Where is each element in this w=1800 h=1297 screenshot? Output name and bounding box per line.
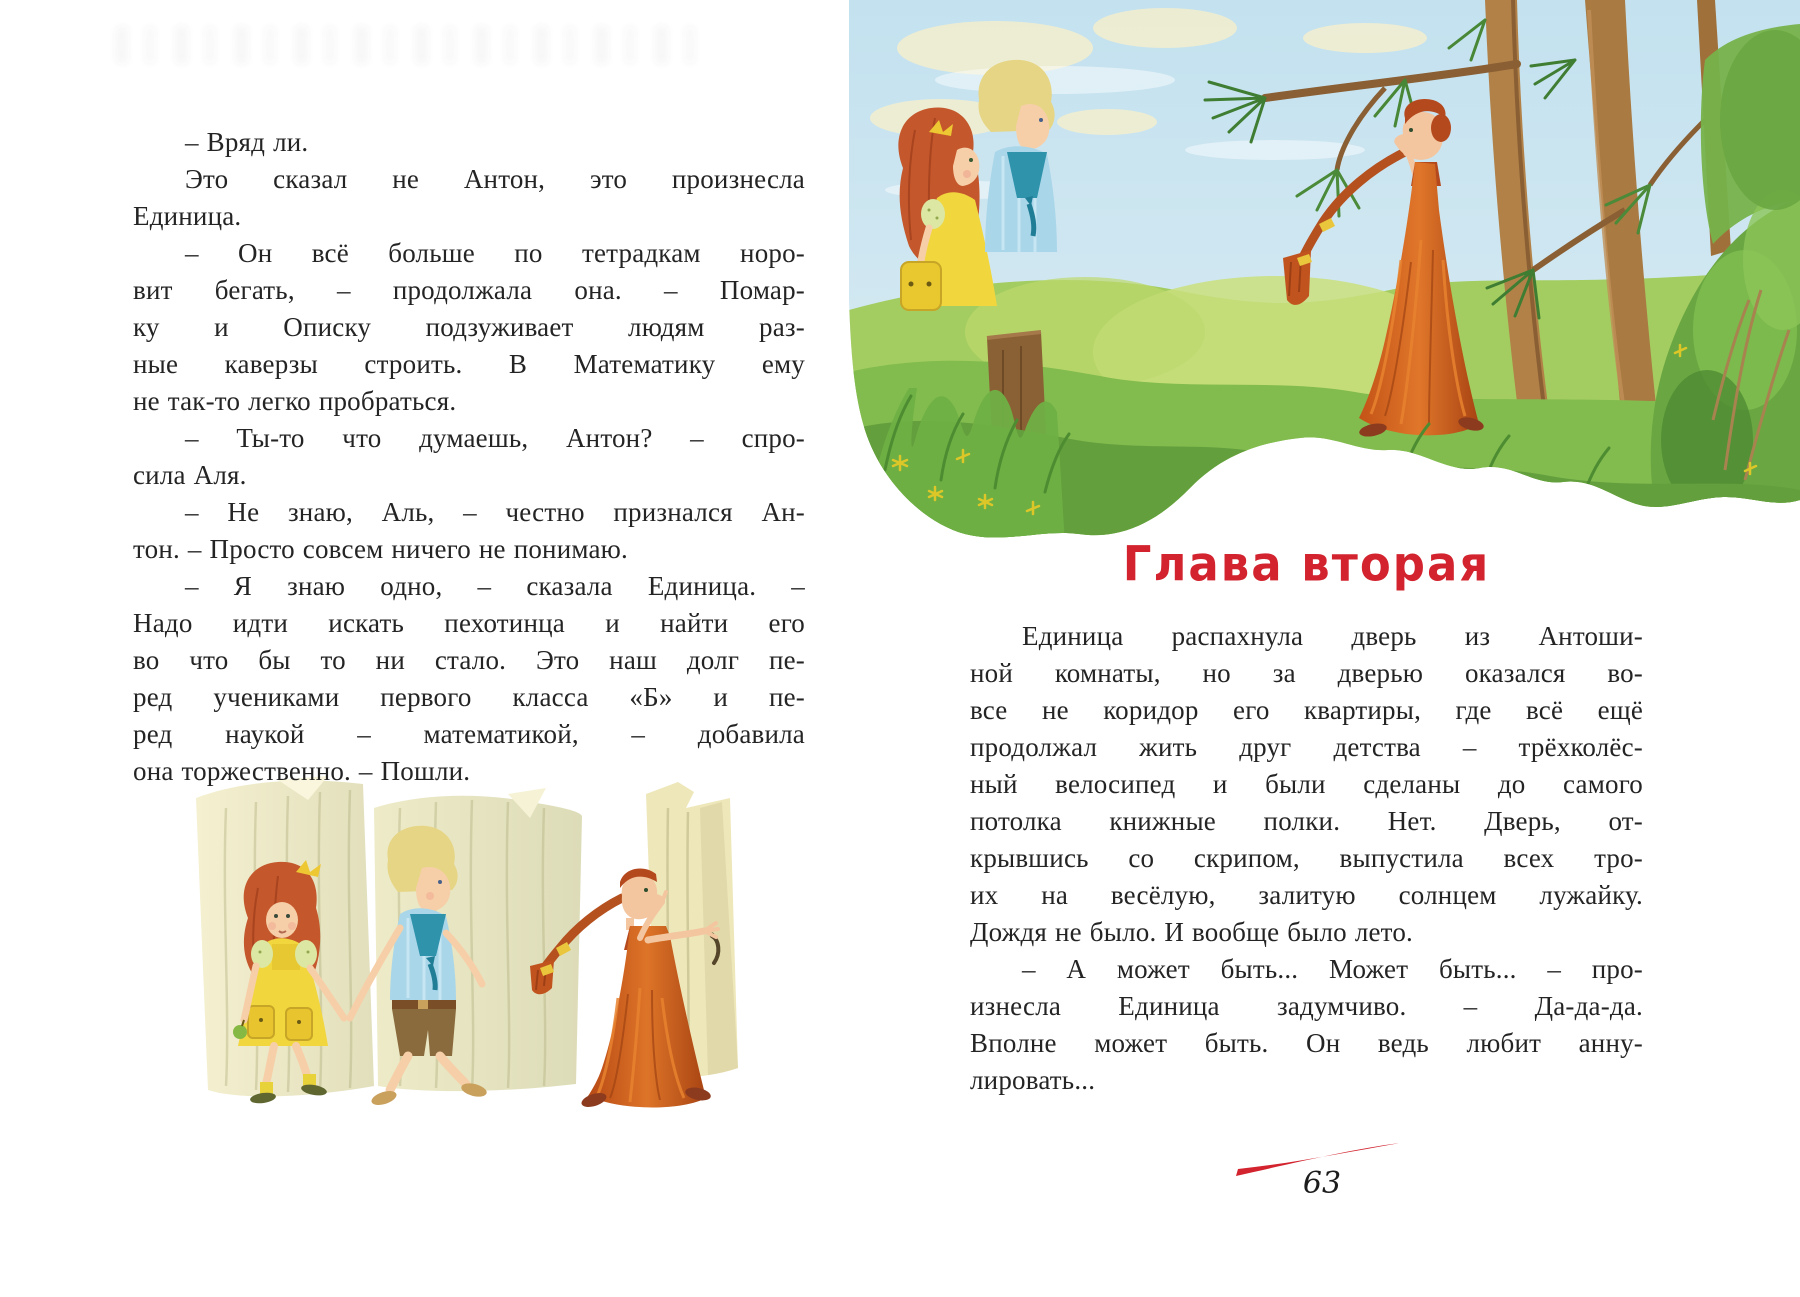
text-line: – А может быть... Может быть... – про- bbox=[1022, 954, 1643, 984]
text-line: тон. – Просто совсем ничего не понимаю. bbox=[133, 534, 628, 564]
text-line: – Я знаю одно, – сказала Единица. – bbox=[185, 571, 805, 601]
text-line: крывшись со скрипом, выпустила всех тро- bbox=[970, 843, 1643, 873]
text-line: вит бегать, – продолжала она. – Помар- bbox=[133, 275, 805, 305]
right-page-text-column bbox=[970, 618, 1643, 1099]
left-page-text-column bbox=[133, 124, 805, 790]
text-line: не так-то легко пробраться. bbox=[133, 386, 457, 416]
text-line: их на весёлую, залитую солнцем лужайку. bbox=[970, 880, 1643, 910]
text-line: все не коридор его квартиры, где всё ещё bbox=[970, 695, 1643, 725]
text-line: продолжал жить друг детства – трёхколёс- bbox=[970, 732, 1643, 762]
chapter-heading: Глава вторая bbox=[1122, 536, 1491, 593]
text-line: во что бы то ни стало. Это наш долг пе- bbox=[133, 645, 805, 675]
text-line: Надо идти искать пехотинца и найти его bbox=[133, 608, 805, 638]
text-line: – Он всё больше по тетрадкам норо- bbox=[185, 238, 805, 268]
text-line: – Ты-то что думаешь, Антон? – спро- bbox=[185, 423, 805, 453]
text-line: – Не знаю, Аль, – честно признался Ан- bbox=[185, 497, 805, 527]
text-line: ред учениками первого класса «Б» и пе- bbox=[133, 682, 805, 712]
text-line: сила Аля. bbox=[133, 460, 247, 490]
text-line: изнесла Единица задумчиво. – Да-да-да. bbox=[970, 991, 1643, 1021]
lollipop bbox=[233, 1025, 247, 1039]
text-line: потолка книжные полки. Нет. Дверь, от- bbox=[970, 806, 1643, 836]
text-line: – Вряд ли. bbox=[185, 127, 309, 157]
left-illustration bbox=[178, 768, 753, 1113]
text-line: Вполне может быть. Он ведь любит анну- bbox=[970, 1028, 1643, 1058]
text-line: ные каверзы строить. В Математику ему bbox=[133, 349, 805, 379]
text-line: ку и Описку подзуживает людям раз- bbox=[133, 312, 805, 342]
page-number: 63 bbox=[1302, 1166, 1342, 1201]
boy-shorts bbox=[392, 1009, 456, 1056]
girl-satchel bbox=[901, 262, 941, 310]
text-line: Дождя не было. И вообще было лето. bbox=[970, 917, 1413, 947]
text-line: Единица распахнула дверь из Антоши- bbox=[1022, 621, 1643, 651]
page-showthrough bbox=[115, 26, 700, 64]
text-line: ной комнаты, но за дверью оказался во- bbox=[970, 658, 1643, 688]
text-line: ный велосипед и были сделаны до самого bbox=[970, 769, 1643, 799]
text-line: лировать... bbox=[970, 1065, 1096, 1095]
text-line: она торжественно. – Пошли. bbox=[133, 756, 471, 786]
text-line: Это сказал не Антон, это произнесла bbox=[185, 164, 805, 194]
right-illustration bbox=[845, 0, 1800, 545]
text-line: ред наукой – математикой, – добавила bbox=[133, 719, 805, 749]
text-line: Единица. bbox=[133, 201, 242, 231]
